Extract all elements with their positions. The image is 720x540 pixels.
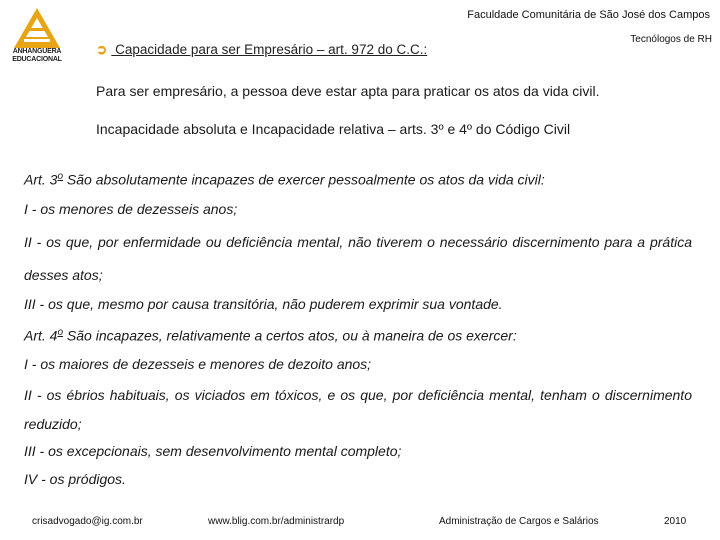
intro-line-1: Para ser empresário, a pessoa deve estar apta para praticar os atos da vida civil. bbox=[96, 83, 600, 99]
art4-item-ii: II - os ébrios habituais, os viciados em tóxicos, e os que, por deficiência mental, tenham o discernimento reduzido; bbox=[24, 387, 692, 433]
art4-item-iv: IV - os pródigos. bbox=[24, 471, 126, 488]
art3-heading bbox=[24, 164, 692, 193]
art3-number: Art. 3 bbox=[24, 171, 58, 188]
slide-heading bbox=[96, 42, 427, 58]
art3-item-ii: II - os que, por enfermidade ou deficiência mental, não tiverem o necessário discernimento para a prática desses atos; bbox=[24, 233, 692, 283]
art4-heading bbox=[24, 320, 692, 349]
art4-ordinal: o bbox=[57, 326, 64, 338]
law-text-block bbox=[24, 164, 692, 492]
slide-heading-text: Capacidade para ser Empresário – art. 972 do C.C.: bbox=[111, 42, 428, 57]
art3-ordinal: o bbox=[57, 171, 64, 182]
logo-line-2: EDUCACIONAL bbox=[12, 56, 62, 63]
footer-subject: Administração de Cargos e Salários bbox=[439, 516, 599, 527]
logo-wordmark bbox=[4, 48, 70, 64]
arrow-bullet-icon: ➲ bbox=[96, 42, 108, 57]
footer-year: 2010 bbox=[664, 516, 687, 527]
intro-line-2: Incapacidade absoluta e Incapacidade relativa – arts. 3º e 4º do Código Civil bbox=[96, 121, 571, 137]
art3-item-i: I - os menores de dezesseis anos; bbox=[24, 200, 238, 217]
logo-triangle-icon bbox=[14, 8, 60, 48]
anhanguera-logo bbox=[4, 8, 70, 72]
course-name: Tecnólogos de RH bbox=[630, 34, 712, 45]
art3-text: São absolutamente incapazes de exercer pessoalmente os atos da vida civil: bbox=[63, 171, 545, 188]
footer-email: crisadvogado@ig.com.br bbox=[32, 516, 143, 527]
art4-number: Art. 4 bbox=[24, 327, 58, 344]
art4-item-i: I - os maiores de dezesseis e menores de dezoito anos; bbox=[24, 356, 372, 373]
institution-name: Faculdade Comunitária de São José dos Campos bbox=[467, 9, 710, 21]
logo-line-1: ANHANGUERA bbox=[12, 48, 62, 55]
art4-text: São incapazes, relativamente a certos atos, ou à maneira de os exercer: bbox=[63, 327, 517, 344]
footer-website: www.blig.com.br/administrardp bbox=[208, 516, 345, 527]
art4-item-iii: III - os excepcionais, sem desenvolvimento mental completo; bbox=[24, 443, 402, 460]
art3-item-iii: III - os que, mesmo por causa transitória, não puderem exprimir sua vontade. bbox=[24, 295, 503, 312]
